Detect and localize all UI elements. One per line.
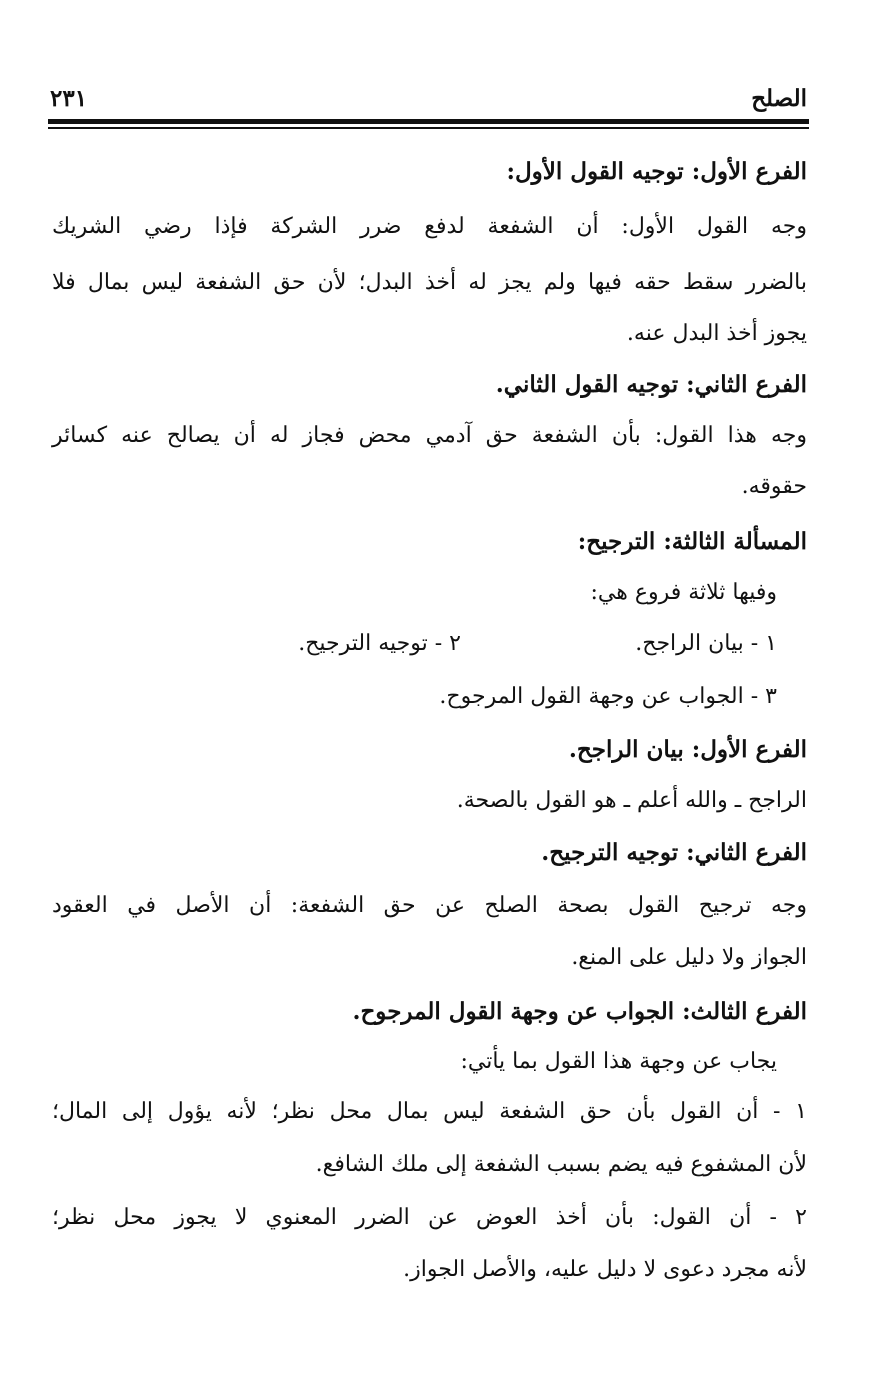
header-rule-thin bbox=[48, 127, 809, 129]
answer-1-line-2: لأن المشفوع فيه يضم بسبب الشفعة إلى ملك الشافع. bbox=[315, 1152, 807, 1177]
answer-2-line-2: لأنه مجرد دعوى لا دليل عليه، والأصل الجواز. bbox=[403, 1257, 807, 1282]
paragraph-2-line-1: وجه هذا القول: بأن الشفعة حق آدمي محض فجاز له أن يصالح عنه كسائر bbox=[52, 423, 807, 448]
page-number: ٢٣١ bbox=[50, 85, 88, 112]
section-heading-2: الفرع الثاني: توجيه القول الثاني. bbox=[495, 371, 807, 398]
section-heading-6: الفرع الثالث: الجواب عن وجهة القول المرجوح. bbox=[352, 998, 807, 1025]
list-item-2: ٢ - توجيه الترجيح. bbox=[298, 631, 461, 656]
paragraph-5-line-2: الجواز ولا دليل على المنع. bbox=[571, 945, 807, 970]
paragraph-6: يجاب عن وجهة هذا القول بما يأتي: bbox=[460, 1049, 777, 1074]
answer-1-line-1: ١ - أن القول بأن حق الشفعة ليس بمال محل نظر؛ لأنه يؤول إلى المال؛ bbox=[52, 1099, 807, 1124]
paragraph-2-line-2: حقوقه. bbox=[741, 474, 807, 499]
answer-2-line-1: ٢ - أن القول: بأن أخذ العوض عن الضرر المعنوي لا يجوز محل نظر؛ bbox=[52, 1205, 807, 1230]
paragraph-4: الراجح ـ والله أعلم ـ هو القول بالصحة. bbox=[456, 788, 807, 813]
page-header bbox=[50, 84, 807, 120]
section-heading-5: الفرع الثاني: توجيه الترجيح. bbox=[541, 839, 807, 866]
list-item-1: ١ - بيان الراجح. bbox=[635, 631, 777, 656]
paragraph-1-line-1: وجه القول الأول: أن الشفعة لدفع ضرر الشركة فإذا رضي الشريك bbox=[52, 214, 807, 239]
section-heading-1: الفرع الأول: توجيه القول الأول: bbox=[506, 158, 807, 185]
section-heading-4: الفرع الأول: بيان الراجح. bbox=[568, 736, 807, 763]
paragraph-1-line-2: بالضرر سقط حقه فيها ولم يجز له أخذ البدل؛ لأن حق الشفعة ليس بمال فلا bbox=[52, 270, 807, 295]
paragraph-5-line-1: وجه ترجيح القول بصحة الصلح عن حق الشفعة: أن الأصل في العقود bbox=[52, 893, 807, 918]
list-item-3: ٣ - الجواب عن وجهة القول المرجوح. bbox=[439, 684, 777, 709]
section-heading-3: المسألة الثالثة: الترجيح: bbox=[577, 528, 807, 555]
running-title: الصلح bbox=[751, 85, 807, 112]
paragraph-3: وفيها ثلاثة فروع هي: bbox=[590, 580, 777, 605]
header-rule-thick bbox=[48, 119, 809, 124]
paragraph-1-line-3: يجوز أخذ البدل عنه. bbox=[626, 321, 807, 346]
